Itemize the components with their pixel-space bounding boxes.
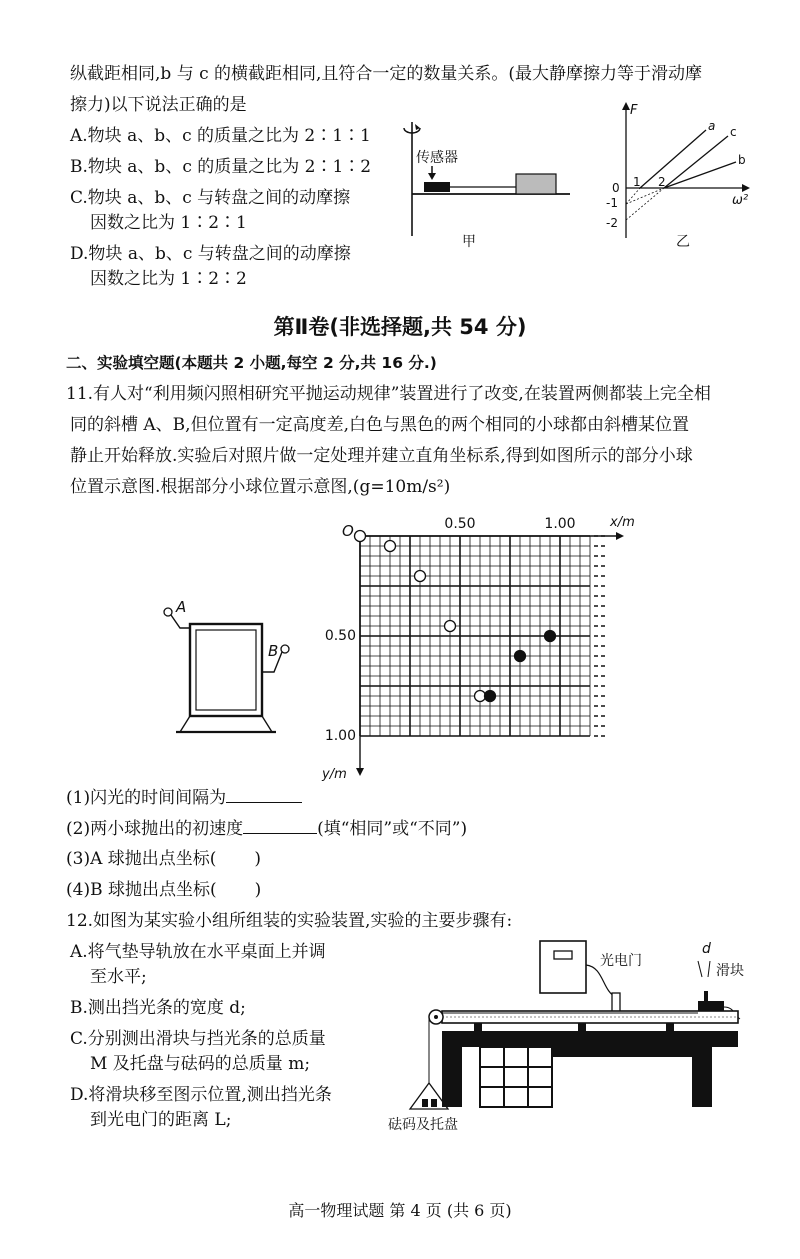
table-top [442, 1031, 738, 1047]
q11-text-line4: 位置示意图.根据部分小球位置示意图,(g=10m/s²) [70, 477, 451, 497]
q10-text-line1: 纵截距相同,b 与 c 的横截距相同,且符合一定的数量关系。(最大静摩擦力等于滑动摩 [70, 64, 703, 84]
white-ball-point [445, 621, 456, 632]
omega-axis-label: ω² [732, 193, 749, 208]
chute-a-label: A [176, 598, 187, 616]
q11-text-line1: 11.有人对“利用频闪照相研究平抛运动规律”装置进行了改变,在装置两侧都装上完全相 [66, 384, 711, 404]
tick-label-neg2: -2 [606, 216, 618, 230]
q12-step-d-line1: D.将滑块移至图示位置,测出挡光条 [70, 1085, 332, 1105]
f-axis-label: F [630, 103, 638, 118]
q10-option-d-line1: D.物块 a、b、c 与转盘之间的动摩擦 [70, 244, 351, 264]
width-d-label: d [702, 941, 711, 957]
line-b-label: b [738, 153, 746, 167]
line-c [664, 136, 728, 188]
q12-step-b: B.测出挡光条的宽度 d; [70, 998, 246, 1018]
x-tick-label: 0.50 [444, 516, 476, 532]
section2-heading: 二、实验填空题(本题共 2 小题,每空 2 分,共 16 分.) [66, 354, 437, 372]
weights-label: 砝码及托盘 [388, 1117, 458, 1133]
q11-sub2-text: (2)两小球抛出的初速度 [66, 819, 244, 839]
q12-text-line1: 12.如图为某实验小组所组装的实验装置,实验的主要步骤有: [66, 911, 513, 931]
q12-step-a-line2: 至水平; [90, 967, 147, 987]
x-axis-label: x/m [610, 515, 635, 530]
y-tick-label: 0.50 [324, 628, 356, 644]
timer-box [540, 941, 586, 993]
q11-sub4 [66, 879, 261, 901]
sensor-label: 传感器 [416, 150, 458, 166]
origin-o-label: O [342, 522, 354, 540]
line-c-label: c [730, 125, 737, 139]
part2-title: 第Ⅱ卷(非选择题,共 54 分) [273, 315, 527, 339]
origin-label: 0 [612, 181, 620, 195]
tick-label-1: 1 [633, 175, 641, 189]
white-ball-point [355, 531, 366, 542]
q12-step-c-line1: C.分别测出滑块与挡光条的总质量 [70, 1029, 326, 1049]
q10-text-line2: 擦力)以下说法正确的是 [70, 95, 247, 115]
grid-continuation-dashes [594, 536, 608, 736]
black-ball-point [485, 691, 496, 702]
line-a-label: a [708, 119, 716, 133]
q11-sub1 [66, 786, 302, 809]
q11-sub2 [66, 817, 467, 840]
page-footer: 高一物理试题 第 4 页 (共 6 页) [288, 1201, 512, 1220]
slider-block [516, 174, 556, 194]
figure-air-track [388, 935, 760, 1135]
q10-option-c-line1: C.物块 a、b、c 与转盘之间的动摩擦 [70, 188, 351, 208]
photogate-label: 光电门 [600, 953, 642, 969]
tick-label-neg1: -1 [606, 196, 618, 210]
q12-step-a-line1: A.将气垫导轨放在水平桌面上并调 [70, 942, 326, 962]
slider-label: 滑块 [716, 963, 744, 979]
chute-b-label: B [268, 642, 279, 660]
q11-sub3-text: (3)A 球抛出点坐标( [66, 849, 217, 869]
white-ball-point [385, 541, 396, 552]
tick-label-2: 2 [658, 175, 666, 189]
q11-sub1-text: (1)闪光的时间间隔为 [66, 788, 227, 808]
q11-text-line2: 同的斜槽 A、B,但位置有一定高度差,白色与黑色的两个相同的小球都由斜槽某位置 [70, 415, 689, 435]
y-axis-label: y/m [322, 767, 347, 782]
white-ball-point [415, 571, 426, 582]
answer-blank-1[interactable] [226, 786, 302, 803]
q11-sub2-hint: (填“相同”或“不同”) [317, 819, 468, 839]
q12-step-c-line2: M 及托盘与砝码的总质量 m; [90, 1054, 311, 1074]
table-lattice [480, 1047, 552, 1107]
apparatus-board [190, 624, 262, 716]
black-ball-point [515, 651, 526, 662]
x-tick-label: 1.00 [544, 516, 576, 532]
answer-blank-2[interactable] [243, 817, 317, 834]
q10-option-c-line2: 因数之比为 1∶2∶1 [90, 213, 247, 233]
caption-jia: 甲 [462, 234, 476, 250]
q10-option-d-line2: 因数之比为 1∶2∶2 [90, 269, 247, 289]
figure-double-chute-apparatus [150, 598, 310, 743]
q12-step-d-line2: 到光电门的距离 L; [90, 1110, 232, 1130]
q11-sub4-close: ) [254, 880, 262, 900]
q11-sub4-text: (4)B 球抛出点坐标( [66, 880, 217, 900]
black-ball-point [545, 631, 556, 642]
line-b [664, 162, 736, 188]
q10-option-b: B.物块 a、b、c 的质量之比为 2∶1∶2 [70, 157, 372, 177]
q11-text-line3: 静止开始释放.实验后对照片做一定处理并建立直角坐标系,得到如图所示的部分小球 [70, 446, 693, 466]
figure-turntable [390, 118, 590, 258]
figure-f-omega-graph [600, 100, 760, 250]
q11-sub3 [66, 848, 261, 870]
line-a [640, 130, 706, 188]
q10-option-a: A.物块 a、b、c 的质量之比为 2∶1∶1 [70, 126, 371, 146]
sensor-block [424, 182, 450, 192]
caption-yi: 乙 [676, 234, 690, 250]
ball-position-grid-chart [320, 510, 640, 785]
y-tick-label: 1.00 [324, 728, 356, 744]
q11-sub3-close: ) [254, 849, 262, 869]
